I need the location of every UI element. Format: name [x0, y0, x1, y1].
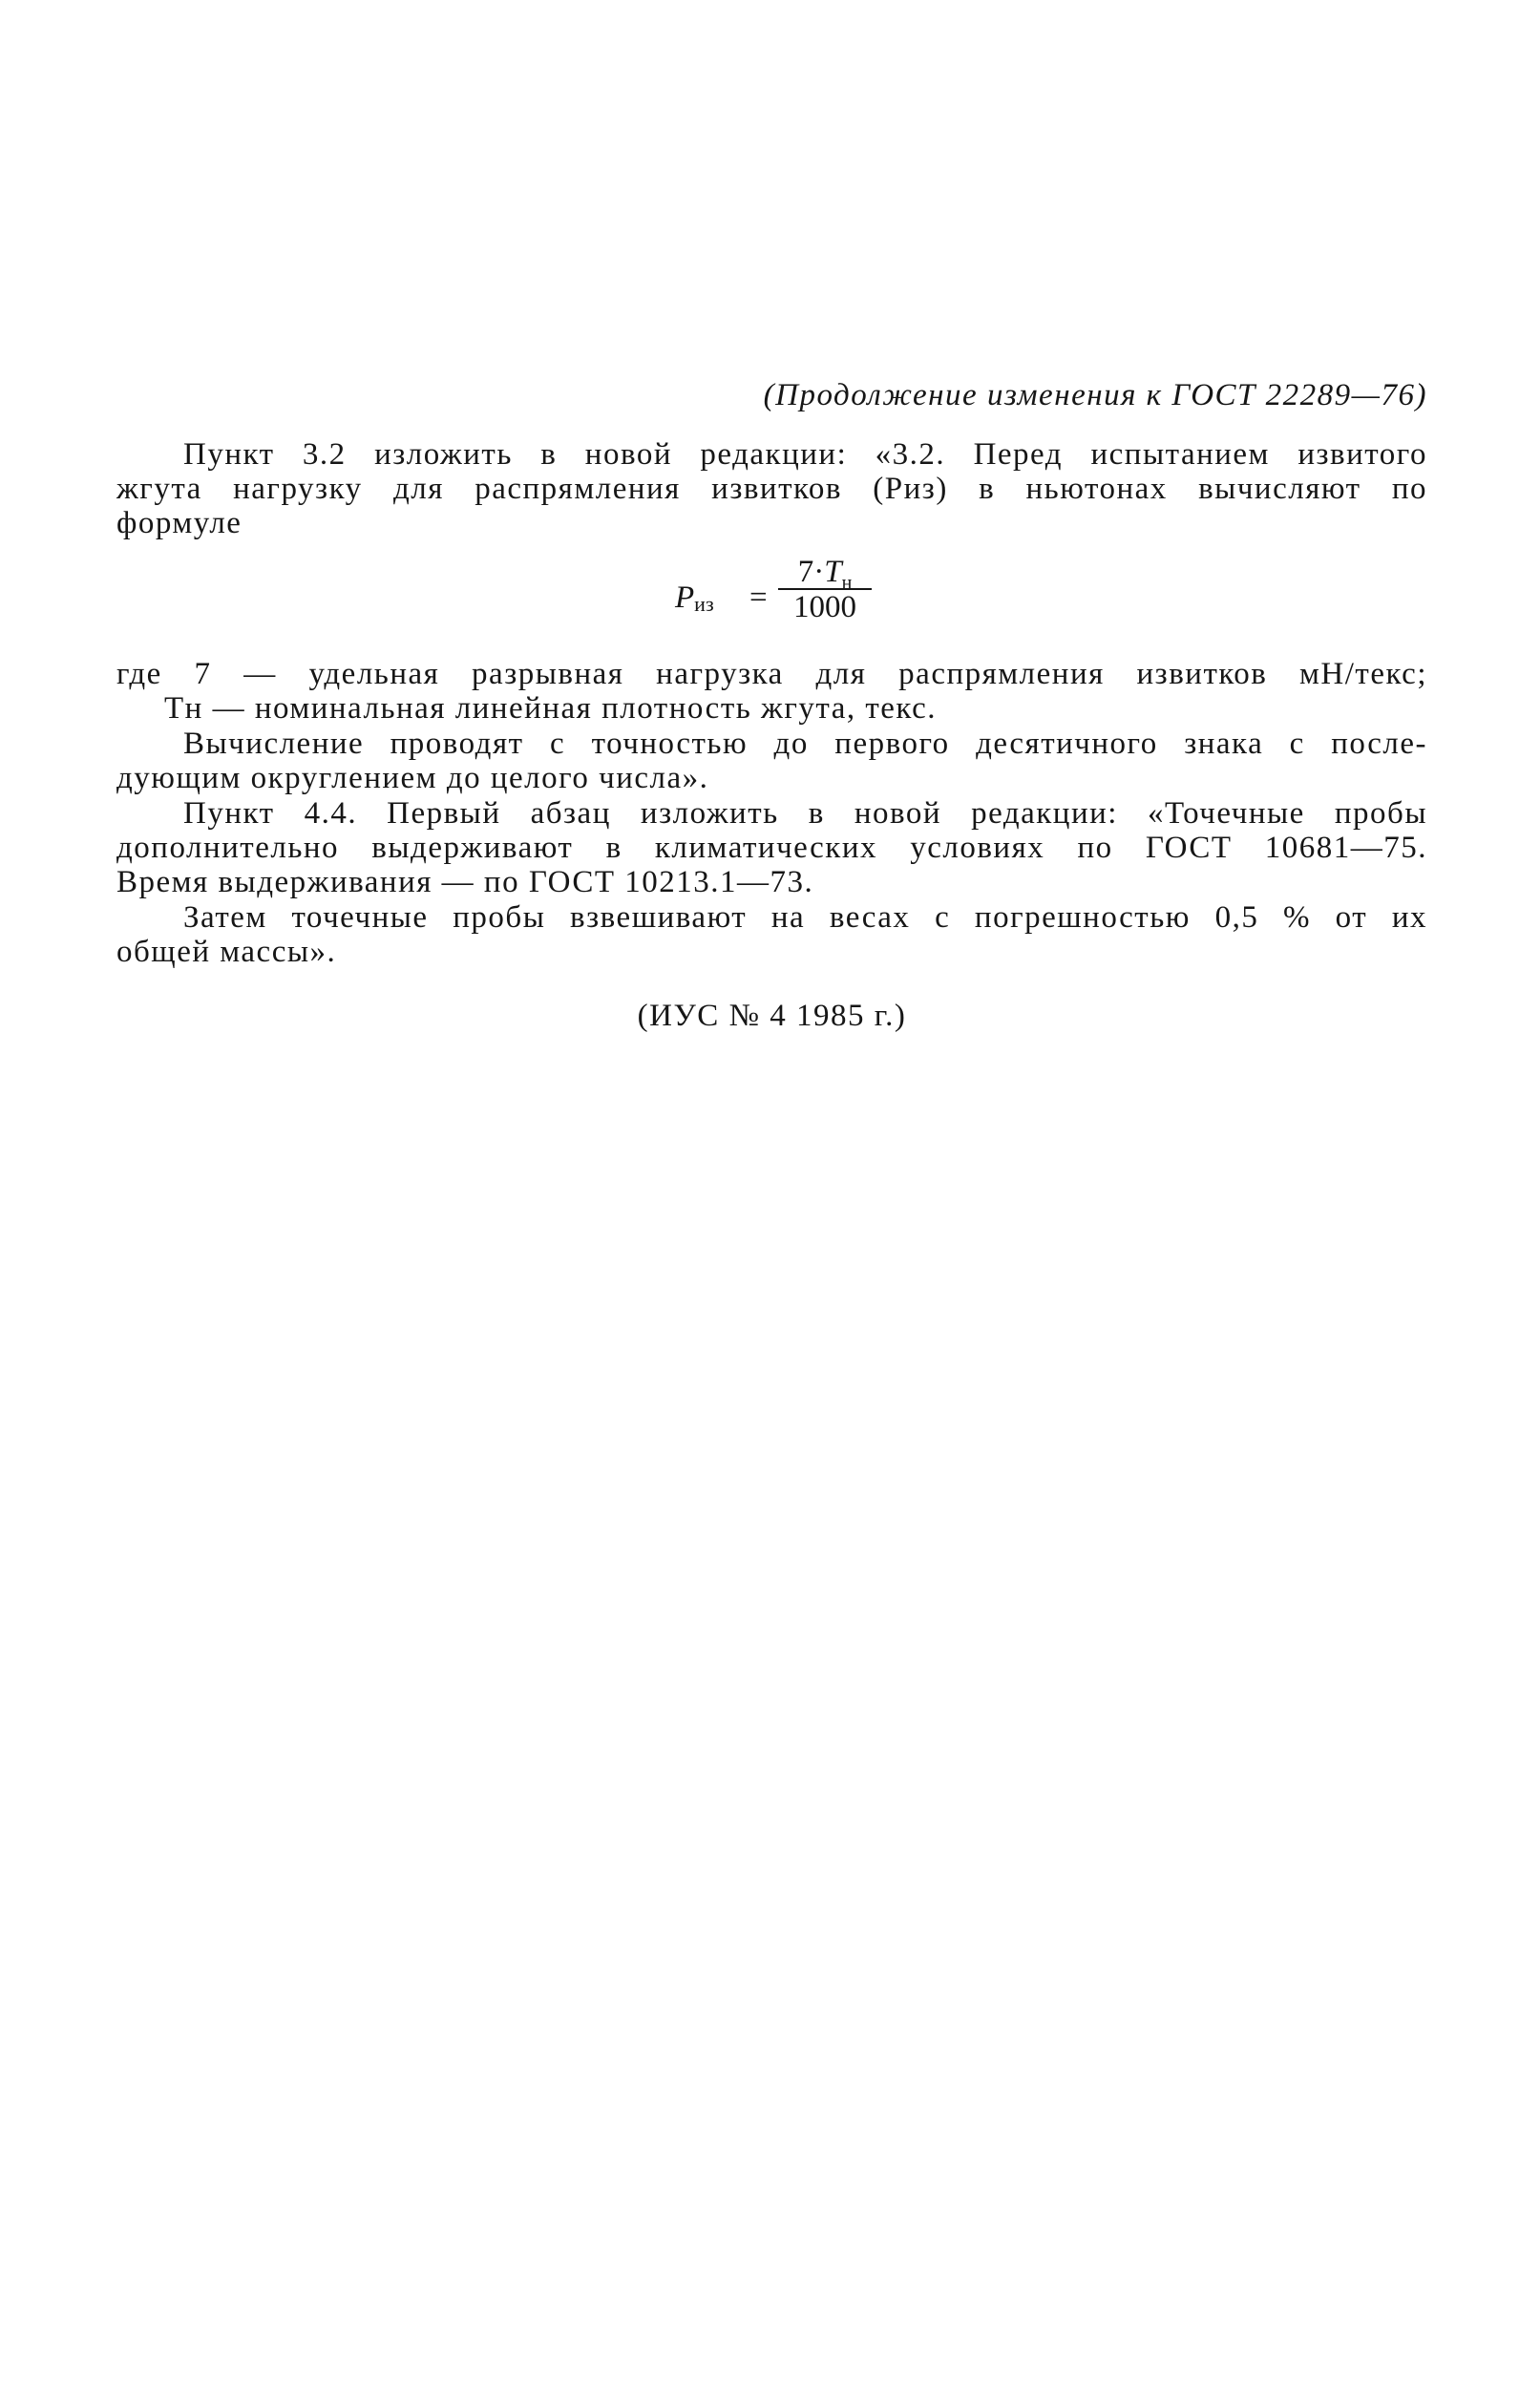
paragraph-line: общей массы».: [116, 935, 337, 969]
formula-denominator: 1000: [793, 590, 856, 624]
formula-fraction: [778, 556, 872, 622]
source-reference: (ИУС № 4 1985 г.): [637, 999, 907, 1033]
paragraph-line: дополнительно выдерживают в климатических условиях по ГОСТ 10681—75.: [116, 831, 1427, 865]
paragraph-line: дующим округлением до целого числа».: [116, 761, 709, 795]
formula-numerator: $7\cdot T_н$: [778, 556, 872, 590]
paragraph-line: жгута нагрузку для распрямления извитков (Pиз) в ньютонах вычисляют по: [116, 472, 1427, 506]
paragraph-line: формуле: [116, 506, 243, 540]
paragraph-line: Пункт 4.4. Первый абзац изложить в новой редакции: «Точечные пробы: [183, 796, 1427, 831]
formula-lhs: $P_{из}$: [675, 580, 714, 616]
formula: [675, 556, 961, 632]
definition-line: Tн — номинальная линейная плотность жгута, текс.: [164, 691, 938, 726]
definition-line: где 7 — удельная разрывная нагрузка для распрямления извитков мН/текс;: [116, 657, 1427, 691]
formula-equals: =: [749, 580, 768, 615]
paragraph-line: Затем точечные пробы взвешивают на весах с погрешностью 0,5 % от их: [183, 900, 1427, 935]
continuation-header: (Продолжение изменения к ГОСТ 22289—76): [763, 378, 1427, 412]
paragraph-line: Время выдерживания — по ГОСТ 10213.1—73.: [116, 865, 814, 899]
paragraph-line: Пункт 3.2 изложить в новой редакции: «3.2. Перед испытанием извитого: [183, 437, 1427, 472]
paragraph-line: Вычисление проводят с точностью до первого десятичного знака с после-: [183, 727, 1427, 761]
